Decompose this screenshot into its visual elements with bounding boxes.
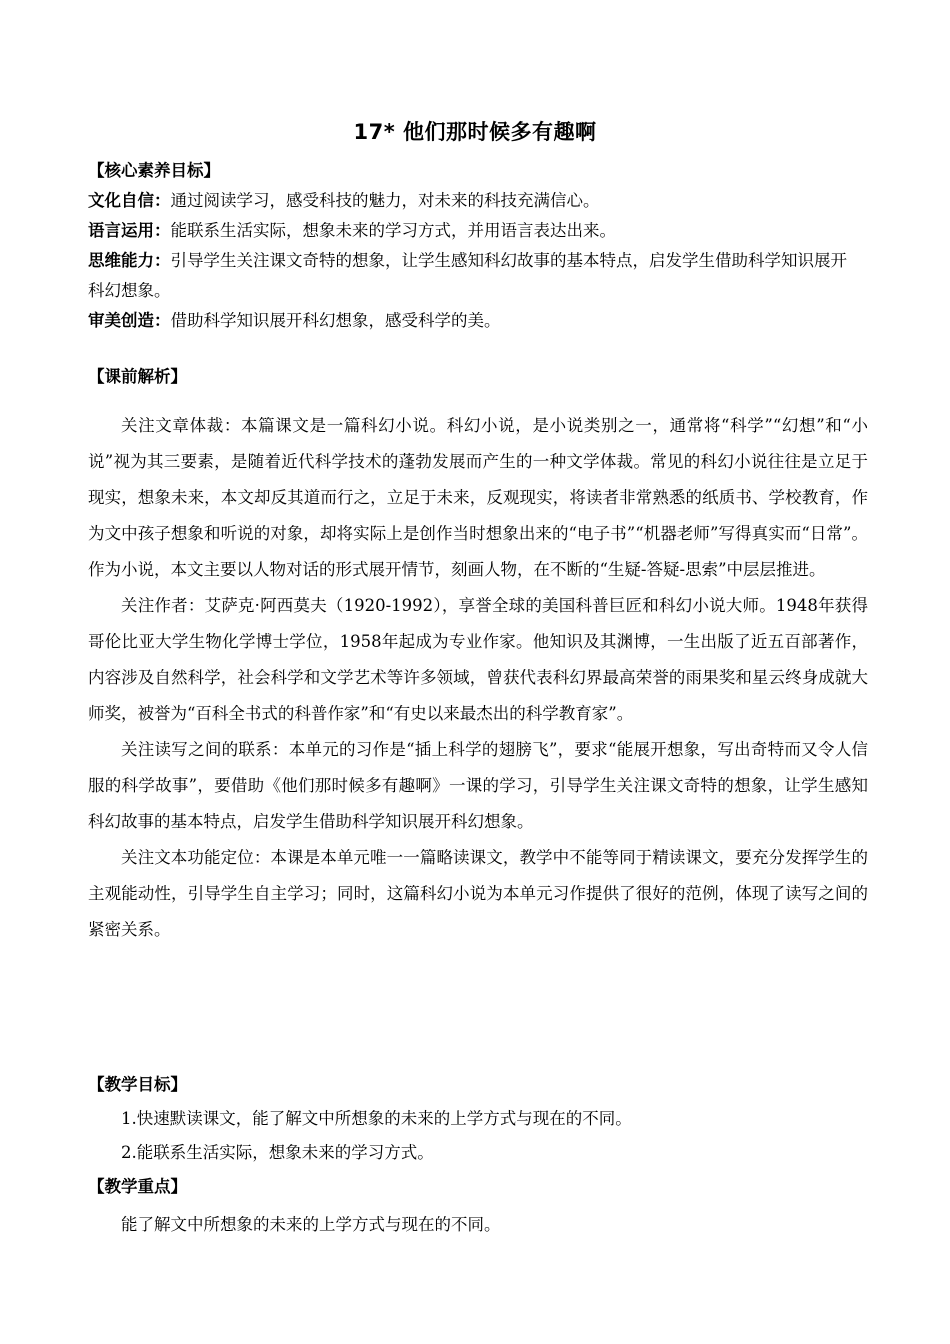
goal-label: 语言运用： — [88, 221, 171, 240]
teaching-goal-item: 2.能联系生活实际，想象未来的学习方式。 — [121, 1143, 434, 1162]
goal-text: 引导学生关注课文奇特的想象，让学生感知科幻故事的基本特点，启发学生借助科学知识展开科幻想象。 — [88, 251, 847, 300]
analysis-paragraph: 关注文本功能定位：本课是本单元唯一一篇略读课文，教学中不能等同于精读课文，要充分发挥学生的主观能动性，引导学生自主学习；同时，这篇科幻小说为本单元习作提供了很好的范例，体现了读写之间的紧密关系。 — [88, 848, 868, 939]
preview-body — [88, 408, 868, 948]
goal-item — [88, 216, 868, 246]
preview-section — [88, 362, 868, 392]
page-title: 17* 他们那时候多有趣啊 — [353, 120, 597, 144]
teaching-goals-heading: 【教学目标】 — [88, 1075, 187, 1094]
goal-item — [88, 246, 858, 306]
analysis-paragraph: 关注文章体裁：本篇课文是一篇科幻小说。科幻小说，是小说类别之一，通常将“科学”“幻想”和“小说”视为其三要素，是随着近代科学技术的蓬勃发展而产生的一种文学体裁。常见的科幻小说往往是立足于现实，想象未来，本文却反其道而行之，立足于未来，反观现实，将读者非常熟悉的纸质书、学校教育，作为文中孩子想象和听说的对象，却将实际上是创作当时想象出来的“电子书”“机器老师”写得真实而“日常”。作为小说，本文主要以人物对话的形式展开情节，刻画人物，在不断的“生疑-答疑-思索”中层层推进。 — [88, 416, 868, 579]
goal-text: 通过阅读学习，感受科技的魅力，对未来的科技充满信心。 — [170, 191, 600, 210]
core-goals-heading: 【核心素养目标】 — [88, 161, 220, 180]
goal-label: 思维能力： — [88, 251, 171, 270]
goal-text: 借助科学知识展开科幻想象，感受科学的美。 — [170, 311, 501, 330]
teaching-goals-section — [88, 1068, 868, 1242]
analysis-paragraph: 关注作者：艾萨克·阿西莫夫（1920-1992），享誉全球的美国科普巨匠和科幻小说大师。1948年获得哥伦比亚大学生物化学博士学位，1958年起成为专业作家。他知识及其渊博，一生出版了近五百部著作，内容涉及自然科学，社会科学和文学艺术等许多领域，曾获代表科幻界最高荣誉的雨果奖和星云终身成就大师奖，被誉为“百科全书式的科普作家”和“有史以来最杰出的科学教育家”。 — [88, 596, 868, 723]
preview-heading: 【课前解析】 — [88, 367, 187, 386]
teaching-focus-heading: 【教学重点】 — [88, 1177, 187, 1196]
teaching-goal-item: 1.快速默读课文，能了解文中所想象的未来的上学方式与现在的不同。 — [121, 1109, 632, 1128]
core-goals-section — [88, 156, 868, 336]
goal-item — [88, 306, 868, 336]
analysis-paragraph: 关注读写之间的联系：本单元的习作是“插上科学的翅膀飞”，要求“能展开想象，写出奇特而又令人信服的科学故事”，要借助《他们那时候多有趣啊》一课的学习，引导学生关注课文奇特的想象，让学生感知科幻故事的基本特点，启发学生借助科学知识展开科幻想象。 — [88, 740, 868, 831]
goal-item — [88, 186, 868, 216]
goal-label: 文化自信： — [88, 191, 171, 210]
goal-label: 审美创造： — [88, 311, 171, 330]
goal-text: 能联系生活实际，想象未来的学习方式，并用语言表达出来。 — [170, 221, 616, 240]
teaching-focus-text: 能了解文中所想象的未来的上学方式与现在的不同。 — [121, 1215, 501, 1234]
